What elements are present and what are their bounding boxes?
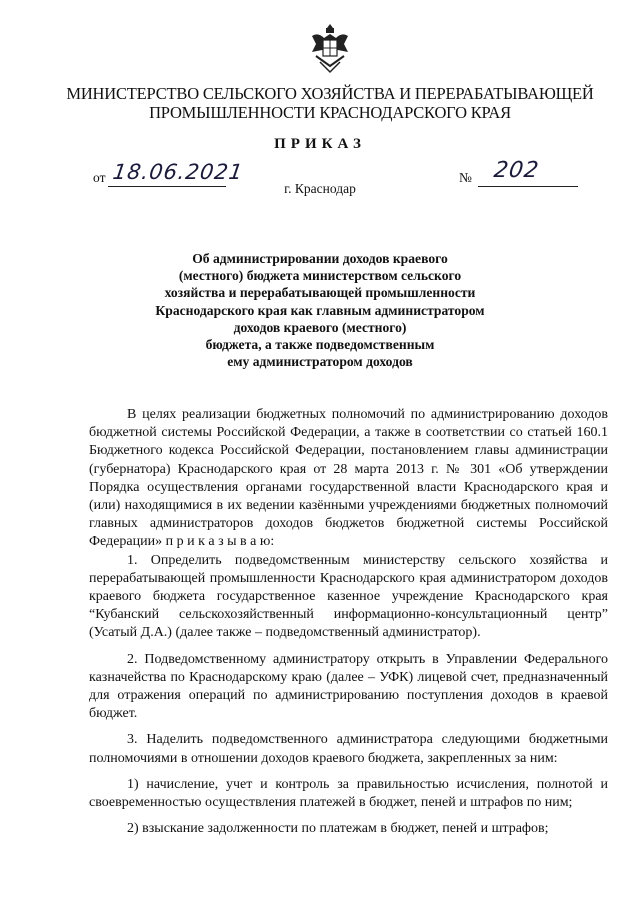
body-paragraph-preamble: В целях реализации бюджетных полномочий по администрированию доходов бюджетной системы Российской Федерации, а также в соответствии со статьей 160.1 Бюджетного кодекса Российской Федерации, постановлением главы администрации (губернатора) Краснодарского края от 28 марта 2013 г. № 301 «Об утверждении Порядка осуществления органами государственной власти Краснодарского края и (или) находящимися в их ведении казёнными учреждениями бюджетных полномочий главных администраторов доходов бюджетов бюджетной системы Российской Федерации» п р и к а з ы в а ю: [89,407,608,550]
title-line: бюджета, а также подведомственным [205,337,435,353]
title-line: (местного) бюджета министерством сельского [178,268,462,284]
title-line: хозяйства и перерабатывающей промышленности [164,285,476,301]
document-type: ПРИКАЗ [274,136,366,152]
handwritten-date: 18.06.2021 [111,160,245,184]
body-paragraph-item-2: 2. Подведомственному администратору открыть в Управлении Федерального казначейства по Краснодарскому краю (далее – УФК) лицевой счет, предназначенный для отражения операций по администрированию поступления доходов в краевой бюджет. [89,651,608,722]
number-underline [478,186,578,187]
handwritten-number: 202 [492,158,541,183]
title-line: Об администрировании доходов краевого [192,251,448,266]
ministry-name [60,84,600,122]
order-title [130,250,510,370]
ministry-name-line: ПРОМЫШЛЕННОСТИ КРАСНОДАРСКОГО КРАЯ [149,103,511,122]
city-label: г. Краснодар [284,181,356,196]
date-prefix: от [93,170,106,185]
title-line: Краснодарского края как главным администратором [155,302,485,318]
body-paragraph-item-3: 3. Наделить подведомственного администратора следующими бюджетными полномочиями в отношении доходов краевого бюджета, закрепленных за ним: [89,732,608,766]
krasnodar-coat-of-arms-icon [308,22,352,74]
body-paragraph-subitem-2: 2) взыскание задолженности по платежам в бюджет, пеней и штрафов; [127,821,549,837]
ministry-name-line: МИНИСТЕРСТВО СЕЛЬСКОГО ХОЗЯЙСТВА И ПЕРЕРАБАТЫВАЮЩЕЙ [66,84,594,103]
body-paragraph-item-1: 1. Определить подведомственным министерству сельского хозяйства и перерабатывающей промышленности Краснодарского края администратором доходов краевого бюджета государственное казенное учреждение Краснодарского края “Кубанский сельскохозяйственный информационно-консультационный центр” (Усатый Д.А.) (далее также – подведомственный администратор). [89,552,608,641]
title-line: доходов краевого (местного) [233,319,407,335]
body-paragraph-subitem-1: 1) начисление, учет и контроль за правильностью исчисления, полнотой и своевременностью осуществления платежей в бюджет, пеней и штрафов по ним; [89,776,608,811]
order-body [89,406,608,838]
title-line: ему администратором доходов [227,354,413,370]
number-prefix: № [459,170,472,185]
